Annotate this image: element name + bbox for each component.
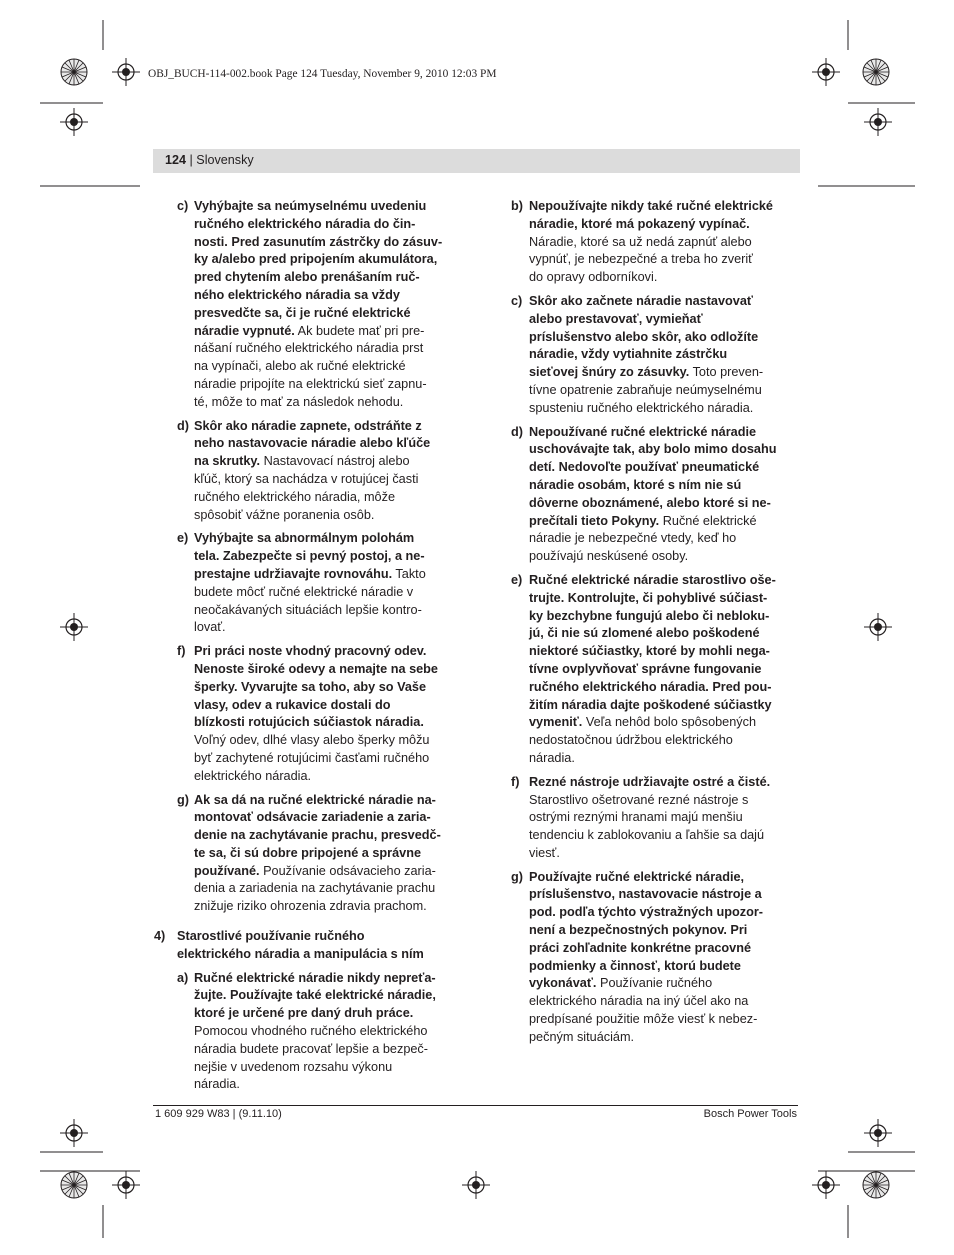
list-item: [154, 643, 474, 785]
bold-line: príslušenstvo alebo skôr, ako odložíte: [529, 329, 759, 344]
section-title-line: Starostlivé používanie ručného: [177, 929, 365, 944]
header-language: Slovensky: [196, 153, 254, 167]
bold-text: prečítali tieto Pokyny.: [529, 513, 660, 528]
text-line: budete môcť ručné elektrické náradie v: [194, 584, 414, 599]
body-text: Ručné elektrické: [659, 513, 757, 528]
registration-mark-icon: [60, 1119, 88, 1147]
bold-line: trujte. Kontrolujte, či pohyblivé súčiast-: [529, 590, 768, 605]
text-line: Voľný odev, dlhé vlasy alebo šperky môžu: [194, 733, 430, 748]
footer-brand: Bosch Power Tools: [703, 1108, 797, 1120]
bold-line: Ručné elektrické náradie starostlivo oše-: [529, 572, 776, 587]
body-text: Takto: [392, 566, 426, 581]
bold-line: niektoré súčiastky, ktoré by mohli nega-: [529, 644, 770, 659]
item-label: c): [177, 199, 189, 213]
bold-line: náradie, ktoré má pokazený vypínač.: [529, 216, 750, 231]
list-item: [154, 970, 474, 1095]
bold-line: príslušenstvo, nastavovacie nástroje a: [529, 887, 762, 902]
body-text: Používanie odsávacieho zaria-: [259, 863, 436, 878]
text-line: viesť.: [529, 845, 560, 860]
body-text: Toto preven-: [689, 365, 764, 380]
registration-mark-icon: [60, 613, 88, 641]
bold-line: ručného elektrického náradia. Pred pou-: [529, 679, 772, 694]
bold-line: nosti. Pred zasunutím zástrčky do zásuv-: [194, 234, 443, 249]
bold-line: žujte. Používajte také elektrické náradie,: [194, 988, 436, 1003]
list-item: [511, 774, 811, 863]
body-text: Nastavovací nástroj alebo: [260, 454, 410, 469]
text-line: byť zachytené rotujúcimi časťami ručného: [194, 750, 430, 765]
registration-mark-icon: [112, 58, 140, 86]
text-line: znižuje riziko ohrozenia zdravia prachom.: [194, 899, 427, 914]
body-text: Veľa nehôd bolo spôsobených: [582, 715, 757, 730]
bold-line: Skôr ako náradie zapnete, odstráňte z: [194, 418, 422, 433]
text-line: ostrými reznými hranami majú menšiu: [529, 810, 743, 825]
text-line: elektrického náradia.: [194, 768, 312, 783]
bold-line: pred chytením alebo prenášaním ruč-: [194, 270, 420, 285]
bold-text: vymeniť.: [529, 715, 583, 730]
bold-line: šperky. Vyvarujte sa toho, aby so Vaše: [194, 679, 427, 694]
section-title-line: elektrického náradia a manipulácia s ním: [177, 946, 424, 961]
registration-mark-icon: [864, 613, 892, 641]
mixed-line: [194, 453, 474, 471]
right-column: [511, 198, 811, 1053]
list-item: [511, 869, 811, 1047]
printer-slug: OBJ_BUCH-114-002.book Page 124 Tuesday, November 9, 2010 12:03 PM: [148, 68, 497, 80]
list-item: [511, 198, 811, 287]
registration-mark-icon: [864, 1119, 892, 1147]
text-line: elektrického náradia na iný účel ako na: [529, 994, 749, 1009]
bold-line: blízkosti rotujúcich súčiastok náradia.: [194, 715, 424, 730]
bold-line: tela. Zabezpečte si pevný postoj, a ne-: [194, 549, 425, 564]
bold-line: denie na zachytávanie prachu, presvedč-: [194, 828, 441, 843]
section-number: 4): [154, 929, 166, 944]
item-label: d): [511, 424, 523, 439]
text-line: tendenciu k zablokovaniu a ľahšie sa dajú: [529, 828, 765, 843]
bold-line: dôverne oboznámené, alebo ktoré si ne-: [529, 495, 771, 510]
bold-line: ručného elektrického náradia do čin-: [194, 216, 416, 231]
mixed-line: [529, 364, 811, 382]
item-label: c): [511, 293, 523, 308]
bold-line: detí. Nedovoľte používať pneumatické: [529, 460, 760, 475]
text-line: do opravy odborníkovi.: [529, 270, 658, 285]
text-line: Starostlivo ošetrované rezné nástroje s: [529, 792, 749, 807]
registration-mark-icon: [812, 1171, 840, 1199]
footer-rule: [153, 1105, 798, 1106]
item-label: f): [511, 774, 520, 789]
bold-line: pod. podľa týchto výstražných upozor-: [529, 905, 763, 920]
mixed-line: [529, 714, 811, 732]
bold-line: jú, či nie sú zlomené alebo poškodené: [529, 626, 760, 641]
item-label: a): [177, 970, 189, 985]
bold-line: Ručné elektrické náradie nikdy nepreťa-: [194, 970, 436, 985]
bold-line: není a bezpečnostných pokynov. Pri: [529, 923, 748, 938]
running-header: [165, 153, 254, 167]
item-label: b): [511, 199, 523, 213]
text-line: náradie pripojíte na elektrickú sieť zapnu-: [194, 376, 427, 391]
text-line: nedostatočnou údržbou elektrického: [529, 733, 733, 748]
text-line: na vypínači, alebo ak ručné elektrické: [194, 359, 406, 374]
item-label: f): [177, 644, 186, 659]
star-target-icon: [863, 1172, 889, 1198]
bold-line: vlasy, odev a rukavice dostali do: [194, 697, 391, 712]
registration-mark-icon: [864, 108, 892, 136]
bold-line: montovať odsávacie zariadenie a zaria-: [194, 810, 431, 825]
bold-line: Nepoužívajte nikdy také ručné elektrické: [529, 199, 773, 213]
bold-line: Skôr ako začnete náradie nastavovať: [529, 293, 753, 308]
registration-mark-icon: [60, 108, 88, 136]
item-label: e): [177, 531, 189, 546]
body-text: Ak budete mať pri pre-: [294, 323, 425, 338]
bold-line: ky a/alebo pred pripojením akumulátora,: [194, 252, 438, 267]
list-item: [154, 792, 474, 917]
bold-text: používané.: [194, 863, 260, 878]
bold-text: náradie vypnuté.: [194, 323, 295, 338]
list-item: [511, 293, 811, 418]
text-line: denia a zariadenia na zachytávanie prachu: [194, 881, 436, 896]
text-line: Náradie, ktoré sa už nedá zapnúť alebo: [529, 234, 752, 249]
bold-line: alebo prestavovať, vymieňať: [529, 311, 703, 326]
bold-line: žitím náradia dajte poškodené súčiastky: [529, 697, 772, 712]
text-line: nášaní ručného elektrického náradia prst: [194, 341, 424, 356]
list-item: [154, 198, 474, 412]
text-line: pečným situáciám.: [529, 1029, 635, 1044]
bold-text: na skrutky.: [194, 454, 261, 469]
section-heading: [154, 928, 474, 964]
text-line: náradia.: [529, 750, 575, 765]
page-number: 124: [165, 153, 187, 167]
mixed-line: [194, 863, 474, 881]
text-line: vypnúť, je nebezpečné a treba ho zveriť: [529, 252, 753, 267]
mixed-line: [529, 975, 811, 993]
star-target-icon: [863, 59, 889, 85]
left-column: [154, 198, 474, 1100]
text-line: neočakávaných situáciách lepšie kontro-: [194, 602, 422, 617]
text-line: náradia.: [194, 1077, 240, 1092]
bold-line: Rezné nástroje udržiavajte ostré a čisté.: [529, 774, 771, 789]
bold-line: podmienky a činnosť, ktorú budete: [529, 958, 741, 973]
bold-line: tívne ovplyvňovať správne fungovanie: [529, 661, 762, 676]
text-line: spusteniu ručného elektrického náradia.: [529, 400, 754, 415]
list-item: [154, 530, 474, 637]
bold-line: uschovávajte tak, aby bolo mimo dosahu: [529, 442, 777, 457]
text-line: kľúč, ktorý sa nachádza v rotujúcej časti: [194, 471, 419, 486]
bold-line: Používajte ručné elektrické náradie,: [529, 869, 745, 884]
footer-document-number: 1 609 929 W83 | (9.11.10): [155, 1108, 282, 1120]
item-label: d): [177, 418, 189, 433]
text-line: nejšie v uvedenom rozsahu výkonu: [194, 1059, 393, 1074]
bold-line: Nenoste široké odevy a nemajte na sebe: [194, 661, 438, 676]
bold-line: presvedčte sa, či je ručné elektrické: [194, 305, 411, 320]
registration-mark-icon: [812, 58, 840, 86]
bold-line: Nepoužívané ručné elektrické náradie: [529, 424, 757, 439]
text-line: ručného elektrického náradia, môže: [194, 489, 395, 504]
registration-mark-icon: [112, 1171, 140, 1199]
mixed-line: [529, 513, 811, 531]
bold-line: ného elektrického náradia sa vždy: [194, 287, 400, 302]
star-target-icon: [61, 59, 87, 85]
list-item: [154, 418, 474, 525]
text-line: predpísané použitie môže viesť k nebez-: [529, 1012, 758, 1027]
star-target-icon: [61, 1172, 87, 1198]
list-item: [511, 572, 811, 768]
text-line: používajú neskúsené osoby.: [529, 549, 689, 564]
body-text: Používanie ručného: [596, 976, 713, 991]
bold-line: Ak sa dá na ručné elektrické náradie na-: [194, 792, 436, 807]
text-line: náradia budete pracovať lepšie a bezpeč-: [194, 1041, 428, 1056]
bold-text: sieťovej šnúry zo zásuvky.: [529, 365, 690, 380]
bold-line: náradie, vždy vytiahnite zástrčku: [529, 347, 728, 362]
bold-line: ktoré je určené pre daný druh práce.: [194, 1006, 414, 1021]
text-line: lovať.: [194, 620, 226, 635]
bold-line: ky bezchybne fungujú alebo či nebloku-: [529, 608, 770, 623]
text-line: náradie je nebezpečné vtedy, keď ho: [529, 531, 737, 546]
bold-line: te sa, či sú dobre pripojené a správne: [194, 845, 422, 860]
mixed-line: [194, 566, 474, 584]
bold-text: prestajne udržiavajte rovnováhu.: [194, 566, 393, 581]
bold-line: náradie osobám, ktoré s ním nie sú: [529, 477, 742, 492]
bold-line: Pri práci noste vhodný pracovný odev.: [194, 644, 427, 659]
mixed-line: [194, 323, 474, 341]
item-label: e): [511, 572, 523, 587]
text-line: Pomocou vhodného ručného elektrického: [194, 1024, 428, 1039]
bold-line: Vyhýbajte sa abnormálnym polohám: [194, 531, 415, 546]
text-line: spôsobiť vážne poranenia osôb.: [194, 507, 375, 522]
text-line: té, môže to mať za následok nehodu.: [194, 394, 404, 409]
text-line: tívne opatrenie zabraňuje neúmyselnému: [529, 382, 762, 397]
bold-line: Vyhýbajte sa neúmyselnému uvedeniu: [194, 199, 427, 213]
item-label: g): [177, 792, 189, 807]
header-separator: |: [186, 153, 197, 167]
registration-mark-icon: [462, 1171, 490, 1199]
item-label: g): [511, 869, 523, 884]
bold-line: neho nastavovacie náradie alebo kľúče: [194, 436, 431, 451]
bold-text: vykonávať.: [529, 976, 597, 991]
bold-line: práci zohľadnite konkrétne pracovné: [529, 940, 752, 955]
list-item: [511, 424, 811, 566]
